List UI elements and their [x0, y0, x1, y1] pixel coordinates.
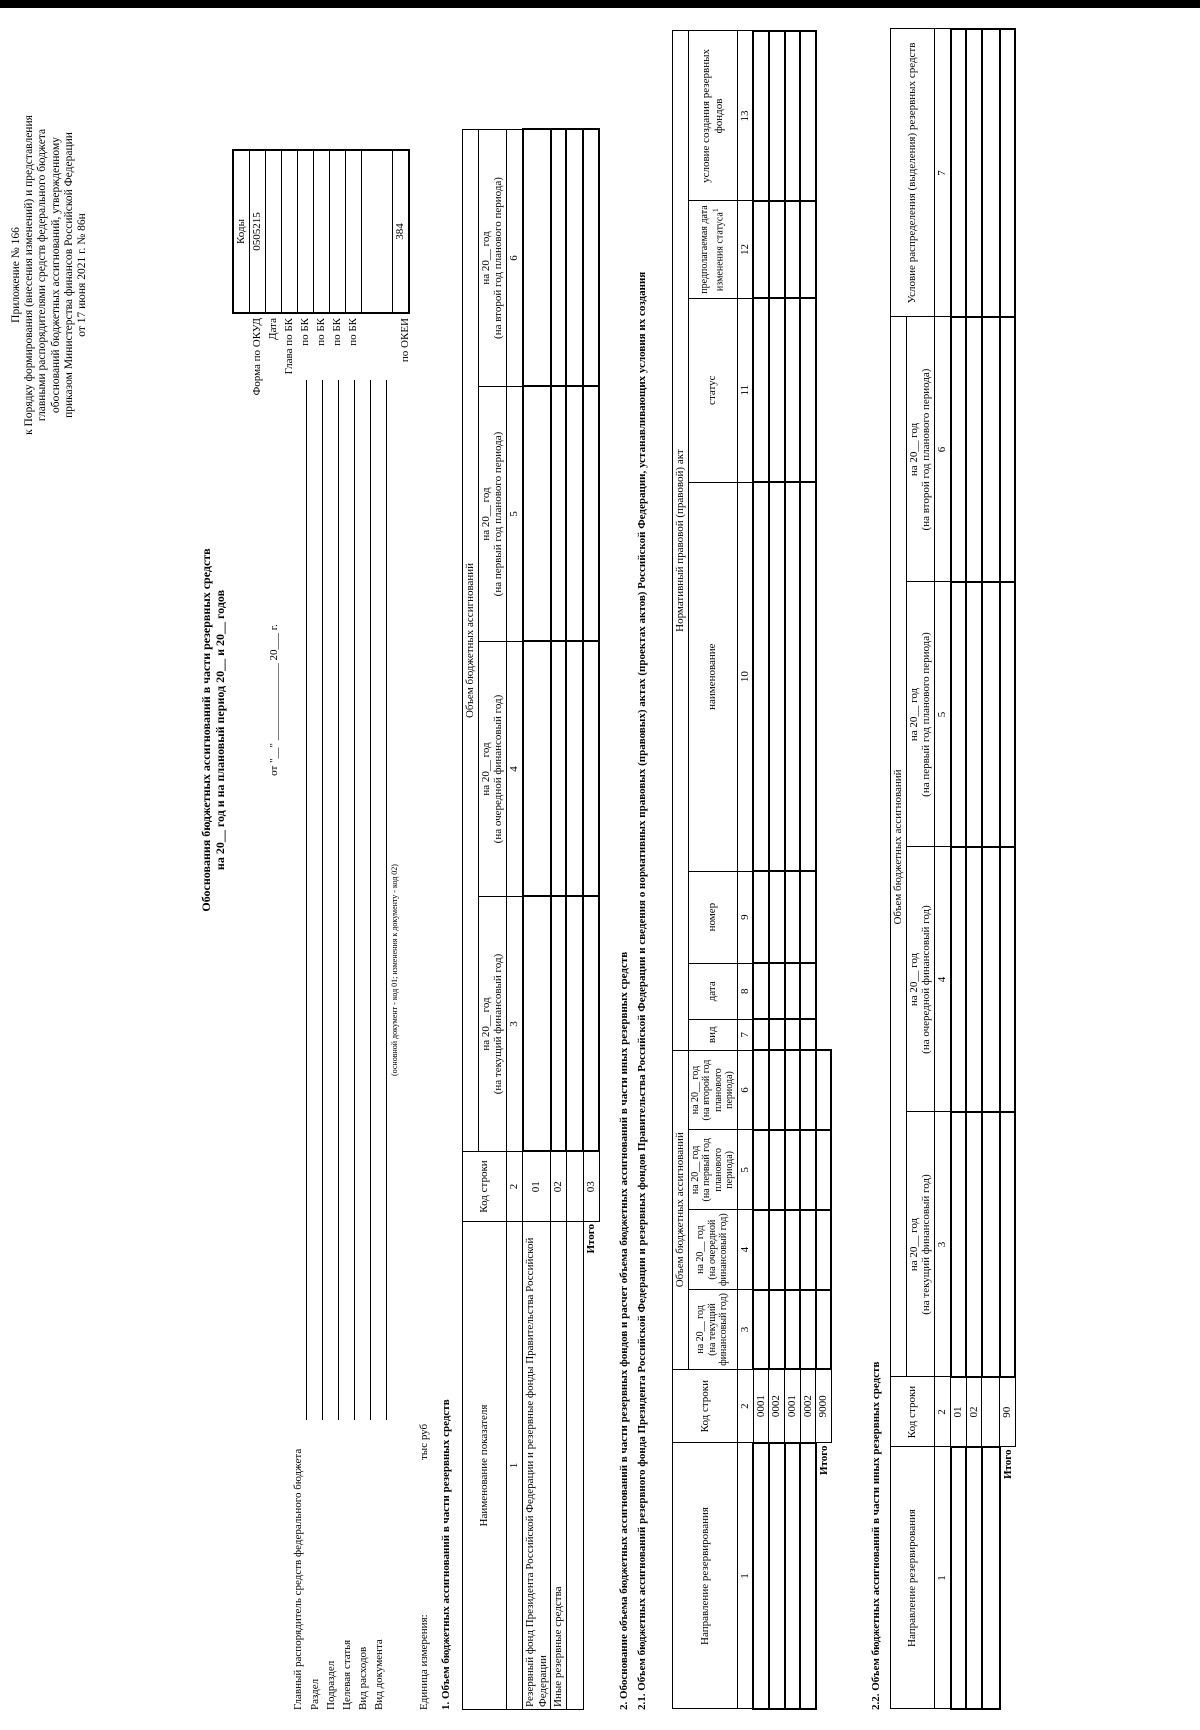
s21-direction-cell[interactable] — [785, 1443, 801, 1709]
s1-cell[interactable] — [566, 387, 583, 642]
appendix-line: приказом Министерства финансов Российской Федерации — [62, 132, 75, 418]
s22-cell[interactable] — [982, 29, 1000, 317]
s21-row-code: 0001 — [785, 1369, 801, 1443]
s1-row-code: 01 — [523, 1152, 551, 1222]
table-row — [800, 31, 816, 1709]
s1-header-code: Код строки — [463, 1152, 507, 1222]
field-label: Целевая статья — [341, 1639, 353, 1710]
s21-cell[interactable] — [753, 201, 769, 298]
s21-spacer — [816, 31, 832, 1050]
s22-cell[interactable] — [966, 847, 982, 1112]
s1-cell[interactable] — [551, 129, 567, 386]
s22-cell[interactable] — [1000, 317, 1016, 582]
s1-row-name: Иные резервные средства — [551, 1222, 567, 1710]
s21-row-code: 0001 — [753, 1369, 769, 1443]
s22-header-code: Код строки — [891, 1377, 935, 1447]
s21-cell[interactable] — [753, 482, 769, 871]
s1-cell[interactable] — [523, 642, 551, 897]
s1-total-label: Итого — [585, 1224, 598, 1254]
field-line-doc-kind[interactable] — [386, 380, 387, 1420]
section1-title: 1. Объем бюджетных ассигнований в части резервных средств — [440, 1399, 452, 1710]
code-value-bk[interactable] — [346, 150, 362, 313]
s21-cell[interactable] — [769, 1290, 785, 1370]
col-number: 3 — [506, 897, 522, 1152]
status-date-text: предполагаемая дата изменения статуса — [699, 205, 726, 294]
s21-cell[interactable] — [753, 1130, 769, 1210]
s22-cell[interactable] — [1000, 847, 1016, 1112]
s21-cell[interactable] — [769, 871, 785, 963]
s22-cell[interactable] — [951, 582, 967, 847]
s22-cell[interactable] — [1000, 29, 1016, 317]
s21-header-y6: на 20__ год (на второй год планового периода) — [688, 1050, 737, 1130]
field-line-podrazdel[interactable] — [338, 380, 339, 1420]
s1-cell[interactable] — [551, 387, 567, 642]
s21-total-label: Итого — [817, 1445, 830, 1476]
s22-header-y4: на 20__ год (на очередной финансовый год) — [906, 847, 934, 1112]
s21-cell[interactable] — [785, 1210, 801, 1290]
col-number: 4 — [737, 1210, 753, 1290]
s21-cell[interactable] — [769, 1050, 785, 1130]
col-number: 8 — [737, 963, 753, 1019]
s21-cell[interactable] — [800, 1130, 816, 1210]
s1-row-name — [566, 1222, 583, 1710]
table-row — [785, 31, 801, 1709]
s21-header-direction: Направление резервирования — [673, 1443, 738, 1709]
s21-row-code: 0002 — [769, 1369, 785, 1443]
col-number: 11 — [737, 298, 753, 482]
table-row — [753, 31, 769, 1709]
s22-direction-cell[interactable] — [982, 1447, 1000, 1709]
col-number: 9 — [737, 871, 753, 963]
s21-header-kind: вид — [688, 1019, 737, 1050]
s21-cell[interactable] — [816, 1290, 832, 1370]
code-value-date[interactable] — [266, 150, 282, 313]
appendix-title: Приложение № 166 — [10, 227, 22, 323]
section2-1-title: 2.1. Объем бюджетных ассигнований резервного фонда Президента Российской Федерации и резервных фондов Правительства Российской Федерации и сведения о нормативных правовых (правовых) актах (проектах актов) Российской Федерации, устанавливающих условия их создания — [636, 271, 648, 1710]
s21-header-status-date — [688, 201, 737, 298]
total-row — [583, 129, 599, 1709]
col-number: 13 — [737, 31, 753, 201]
s21-direction-cell[interactable] — [769, 1443, 785, 1709]
s22-cell[interactable] — [951, 317, 967, 582]
s21-cell[interactable] — [769, 1210, 785, 1290]
s1-cell[interactable] — [583, 387, 599, 642]
s21-cell[interactable] — [800, 298, 816, 482]
s21-header-y3: на 20__ год (на текущий финансовый год) — [688, 1290, 737, 1370]
col-number: 4 — [934, 847, 950, 1112]
s21-cell[interactable] — [800, 871, 816, 963]
col-number: 7 — [737, 1019, 753, 1050]
s1-header-y4: на 20__ год (на очередной финансовый год) — [478, 642, 506, 897]
col-number: 7 — [934, 29, 950, 317]
table-row — [966, 29, 982, 1709]
field-line-grbs[interactable] — [306, 380, 307, 1420]
s21-header-condition: условие создания резервных фондов — [688, 31, 737, 201]
s22-cell[interactable] — [951, 29, 967, 317]
total-row — [1000, 29, 1016, 1709]
s21-header-code: Код строки — [673, 1369, 738, 1443]
s1-cell[interactable] — [523, 387, 551, 642]
s21-cell[interactable] — [753, 871, 769, 963]
code-value-blank[interactable] — [362, 150, 393, 313]
s21-cell[interactable] — [785, 201, 801, 298]
table-row — [551, 129, 567, 1709]
s21-cell[interactable] — [785, 963, 801, 1019]
col-number: 2 — [737, 1369, 753, 1443]
s22-direction-cell[interactable] — [966, 1447, 982, 1709]
s21-cell[interactable] — [800, 201, 816, 298]
s22-cell[interactable] — [1000, 1112, 1016, 1377]
s22-total-code: 90 — [1000, 1377, 1016, 1447]
code-value-bk[interactable] — [330, 150, 346, 313]
col-number: 1 — [506, 1222, 522, 1710]
s1-row-code: 02 — [551, 1152, 567, 1222]
s21-cell[interactable] — [769, 1019, 785, 1050]
s21-header-volume: Объем бюджетных ассигнований — [673, 1050, 689, 1369]
s21-cell[interactable] — [800, 1050, 816, 1130]
s1-header-y3: на 20__ год (на текущий финансовый год) — [478, 897, 506, 1152]
s21-cell[interactable] — [800, 1210, 816, 1290]
s21-header-npa: Нормативный правовой (правовой) акт — [673, 31, 689, 1050]
s1-row-code — [566, 1152, 583, 1222]
s1-header-name: Наименование показателя — [463, 1222, 507, 1710]
s1-header-y5: на 20__ год (на первый год планового периода) — [478, 387, 506, 642]
s21-cell[interactable] — [753, 1290, 769, 1370]
s21-cell[interactable] — [769, 298, 785, 482]
code-value-okud[interactable]: 0505215 — [250, 150, 266, 313]
s22-header-volume: Объем бюджетных ассигнований — [891, 317, 907, 1377]
s1-cell[interactable] — [551, 642, 567, 897]
col-number: 6 — [506, 129, 522, 386]
codes-labels — [234, 318, 424, 430]
unit-value: тыс руб — [418, 1423, 430, 1460]
codes-label: по БК — [315, 318, 327, 346]
s21-cell[interactable] — [800, 482, 816, 871]
col-number: 5 — [934, 582, 950, 847]
table-row — [951, 29, 967, 1709]
s22-row-code: 01 — [951, 1377, 967, 1447]
s22-cell[interactable] — [966, 582, 982, 847]
s21-direction-cell[interactable] — [753, 1443, 769, 1709]
s22-cell[interactable] — [982, 317, 1000, 582]
s1-cell[interactable] — [523, 129, 551, 386]
field-label: Вид документа — [373, 1639, 385, 1710]
codes-label: по БК — [331, 318, 343, 346]
doc-kind-note: (основной документ - код 01; изменения к документу - код 02) — [390, 864, 399, 1076]
col-number: 5 — [506, 387, 522, 642]
s1-total-code: 03 — [583, 1152, 599, 1222]
col-number: 1 — [934, 1447, 950, 1709]
codes-header: Коды — [233, 150, 250, 313]
s22-direction-cell[interactable] — [951, 1447, 967, 1709]
section2-title: 2. Обоснование объема бюджетных ассигнований в части резервных фондов и расчет объема бюджетных ассигнований в части иных резервных средств — [618, 951, 630, 1710]
s22-cell[interactable] — [982, 582, 1000, 847]
s1-cell[interactable] — [583, 129, 599, 386]
s22-cell[interactable] — [982, 1112, 1000, 1377]
table-row — [769, 31, 785, 1709]
code-value-okei[interactable]: 384 — [393, 150, 410, 313]
col-number: 12 — [737, 201, 753, 298]
s21-cell[interactable] — [800, 1290, 816, 1370]
s21-cell[interactable] — [753, 1019, 769, 1050]
s21-header-name: наименование — [688, 482, 737, 871]
s22-cell[interactable] — [951, 1112, 967, 1377]
s1-cell[interactable] — [551, 897, 567, 1152]
col-number: 2 — [934, 1377, 950, 1447]
codes-label: Глава по БК — [283, 318, 295, 375]
s1-cell[interactable] — [566, 129, 583, 386]
s21-cell[interactable] — [785, 1019, 801, 1050]
s21-cell[interactable] — [800, 1019, 816, 1050]
field-line-kind[interactable] — [370, 380, 371, 1420]
s21-cell[interactable] — [785, 298, 801, 482]
appendix-line: обоснований бюджетных ассигнований, утвержденному — [49, 137, 62, 413]
s1-cell[interactable] — [523, 897, 551, 1152]
col-number: 1 — [737, 1443, 753, 1709]
s21-header-number: номер — [688, 871, 737, 963]
s22-cell[interactable] — [1000, 582, 1016, 847]
s21-cell[interactable] — [769, 31, 785, 201]
s21-cell[interactable] — [753, 1050, 769, 1130]
table-row — [566, 129, 583, 1709]
s22-cell[interactable] — [966, 29, 982, 317]
s21-cell[interactable] — [800, 963, 816, 1019]
s1-cell[interactable] — [583, 642, 599, 897]
col-number: 4 — [506, 642, 522, 897]
s1-cell[interactable] — [566, 642, 583, 897]
s22-header-y6: на 20__ год (на второй год планового периода) — [906, 317, 934, 582]
footnote-mark: 1 — [710, 208, 720, 213]
table-row — [982, 29, 1000, 1709]
s21-cell[interactable] — [753, 31, 769, 201]
s21-cell[interactable] — [816, 1050, 832, 1130]
total-row — [816, 31, 832, 1709]
s21-header-y4: на 20__ год (на очередной финансовый год) — [688, 1210, 737, 1290]
unit-label: Единица измерения: — [418, 1614, 430, 1710]
codes-label: по ОКЕИ — [399, 318, 411, 363]
field-line-target[interactable] — [354, 380, 355, 1420]
field-label: Главный распорядитель средств федерального бюджета — [292, 1448, 304, 1710]
code-value-bk[interactable] — [314, 150, 330, 313]
appendix-line: к Порядку формирования (внесения изменений) и представления — [23, 115, 36, 435]
codes-label: Дата — [267, 318, 279, 340]
col-number: 3 — [934, 1112, 950, 1377]
date-line: от "__" ______________ 20___ г. — [268, 624, 280, 776]
s21-header-y5: на 20__ год (на первый год планового периода) — [688, 1130, 737, 1210]
col-number: 6 — [934, 317, 950, 582]
s21-cell[interactable] — [816, 1210, 832, 1290]
document-title — [200, 380, 228, 1080]
col-number: 3 — [737, 1290, 753, 1370]
s22-cell[interactable] — [966, 1112, 982, 1377]
s1-cell[interactable] — [566, 897, 583, 1152]
s22-cell[interactable] — [966, 317, 982, 582]
s21-cell[interactable] — [753, 963, 769, 1019]
s21-cell[interactable] — [785, 1290, 801, 1370]
col-number: 10 — [737, 482, 753, 871]
section2-2-title: 2.2. Объем бюджетных ассигнований в части иных резервных средств — [870, 1361, 882, 1710]
field-label: Вид расходов — [357, 1646, 369, 1710]
col-number: 6 — [737, 1050, 753, 1130]
table-row — [523, 129, 551, 1709]
s22-cell[interactable] — [951, 847, 967, 1112]
s21-cell[interactable] — [785, 871, 801, 963]
codes-label: по БК — [347, 318, 359, 346]
appendix-line: от 17 июня 2021 г. № 86н — [76, 213, 89, 337]
s21-cell[interactable] — [800, 31, 816, 201]
s21-cell[interactable] — [769, 963, 785, 1019]
s21-cell[interactable] — [785, 31, 801, 201]
codes-label: Форма по ОКУД — [251, 318, 263, 396]
codes-table — [232, 149, 410, 314]
s1-row-name: Резервный фонд Президента Российской Федерации и резервные фонды Правительства Российской Федерации — [523, 1222, 551, 1710]
s21-header-date: дата — [688, 963, 737, 1019]
s22-total-label: Итого — [1001, 1449, 1014, 1480]
s21-cell[interactable] — [753, 1210, 769, 1290]
s21-cell[interactable] — [816, 1130, 832, 1210]
col-number: 2 — [506, 1152, 522, 1222]
subtitle-text: на 20__ год и на плановый период 20__ и 20__ годов — [212, 589, 227, 871]
s22-row-code: 02 — [966, 1377, 982, 1447]
s22-header-y5: на 20__ год (на первый год планового периода) — [906, 582, 934, 847]
code-value-bk[interactable] — [298, 150, 314, 313]
s21-cell[interactable] — [785, 482, 801, 871]
s21-direction-cell[interactable] — [800, 1443, 816, 1709]
s21-cell[interactable] — [769, 1130, 785, 1210]
s1-header-y6: на 20__ год (на второй год планового периода) — [478, 129, 506, 386]
field-label: Подраздел — [325, 1660, 337, 1710]
s22-header-condition: Условие распределения (выделения) резервных средств — [891, 29, 935, 317]
title-text: Обоснования бюджетных ассигнований в части резервных средств — [199, 548, 213, 912]
s21-total-code: 9000 — [816, 1369, 832, 1443]
s22-row-code — [982, 1377, 1000, 1447]
s21-row-code: 0002 — [800, 1369, 816, 1443]
s21-cell[interactable] — [785, 1050, 801, 1130]
code-value-glava[interactable] — [282, 150, 298, 313]
s21-cell[interactable] — [769, 201, 785, 298]
s21-header-status: статус — [688, 298, 737, 482]
s22-header-y3: на 20__ год (на текущий финансовый год) — [906, 1112, 934, 1377]
s21-cell[interactable] — [769, 482, 785, 871]
appendix-line: главными распорядителями средств федерального бюджета — [36, 128, 49, 422]
field-label: Раздел — [309, 1678, 321, 1710]
field-line-razdel[interactable] — [322, 380, 323, 1420]
section1-table — [462, 128, 600, 1710]
section2-1-table — [672, 30, 832, 1710]
s21-cell[interactable] — [785, 1130, 801, 1210]
s22-cell[interactable] — [982, 847, 1000, 1112]
s1-cell[interactable] — [583, 897, 599, 1152]
col-number: 5 — [737, 1130, 753, 1210]
s1-header-volume: Объем бюджетных ассигнований — [463, 129, 479, 1151]
section2-2-table — [890, 28, 1016, 1710]
appendix-block — [10, 35, 89, 515]
s22-header-direction: Направление резервирования — [891, 1447, 935, 1709]
s21-cell[interactable] — [753, 298, 769, 482]
codes-label: по БК — [299, 318, 311, 346]
